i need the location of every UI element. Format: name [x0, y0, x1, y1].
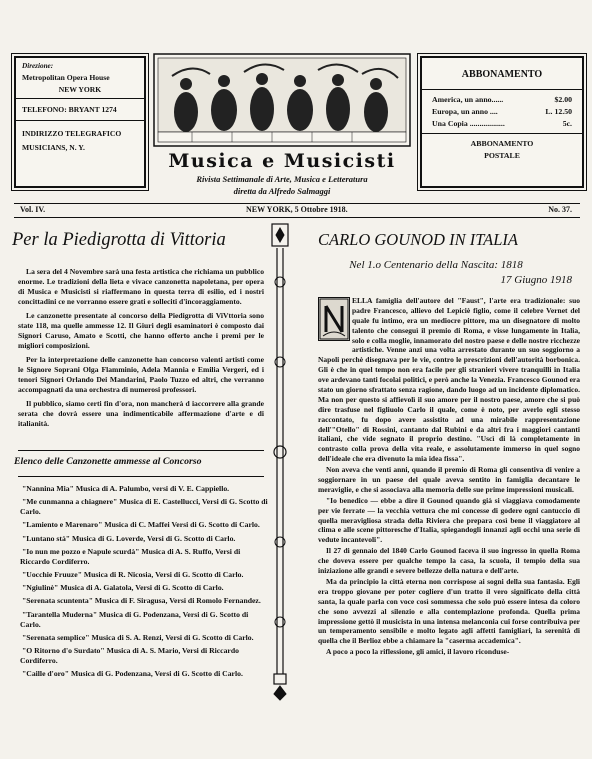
paragraph: "Io benedico — ebbe a dire il Gounod quando già si viaggiava comodamente per vie ferrate — la vecchia vettura che mi concesse di godere ogni cantuccio di quella meravigliosa strada della Riviera che prepara così bene il viaggiatore al clima e alle scene pittoresche d'Italia, spiegandogli innanzi agli occhi una serie di vedute incantevoli". — [318, 495, 580, 545]
paragraph: Ma da principio la città eterna non corrispose ai sogni della sua fantasia. Egli era troppo giovane per poter cogliere d'un tratto il vero significato della città santa, la quale parla con voce così sommessa che solo può essere intesa da coloro che sono avvezzi al silenzio e alla contemplazione profonda. Quella prima impressione gettò il musicista in una intensa melanconia cui forse contribuiva per un temperamento sensibile e molto legato agli affetti famigliari, la serenità di quella che il Berlioz ebbe a chiamare la "caserma accademica". — [318, 576, 580, 646]
paragraph: ELLA famiglia dell'autore del "Faust", l'arte era tradizionale: suo padre Francesco, allievo del Lepiciè figlio, come il celebre Vernet del quale fu intimo, era un mediocre pittore, ma un disegnatore di molto talento che conseguì il premio di Roma, e visse lungamente in Italia, solo e colla moglie, innamorato del nostro paese e delle nostre ricchezze artistiche. Venne anzi una volta arrestato durante un suo soggiorno a Napoli perchè disegnava per le vie, contro le prescrizioni dell'autorità borbonica. Gli è che in quel tempo non era facile per gli stranieri vivere tranquilli in Italia ove ardevano tanti focolai politici, e però anche la Venezia. Francesco Gounod era stato un giorno sfrattato senza ragione, dando luogo ad un incidente diplomatico. Ma non per questo si affievolì il suo amore per il nostro paese, amore che si può dire trasfuse nel figliuolo Carlo il quale, come è noto, per averlo egli stesso raccontato, fu dopo avere assistito ad una mirabile rappresentazione dell'"Otello" di Rossini, cantanto dal Rubini e da altri fra i maggiori cantanti italiani, che vide segnato il proprio destino. "Uscì di là completamente in contrasto colla prova della vita reale, e assolutamente immerso in quel sogno dell'ideale che era divenuto la mia idea fissa". — [318, 296, 580, 464]
subscription-title: ABBONAMENTO — [461, 69, 543, 80]
issue-number: No. 37. — [548, 205, 572, 214]
song-list — [10, 484, 268, 682]
list-item: "Serenata scuntenta" Musica di F. Siragusa, Versi di Romolo Fernandez. — [22, 596, 261, 606]
paragraph: Il 27 di gennaio del 1840 Carlo Gounod faceva il suo ingresso in quella Roma che doveva essere per qualche tempo la casa, la scuola, il tempio della sua iniziazione alle grandi e severe bellezze della natura e dell'arte. — [318, 546, 580, 576]
volume-number: Vol. IV. — [20, 205, 46, 214]
ornamental-column-divider — [266, 222, 294, 702]
telegraph-line-1: INDIRIZZO TELEGRAFICO — [22, 129, 122, 139]
list-item: "Caille d'oro" Musica di G. Podenzana, Versi di G. Scotto di Carlo. — [22, 669, 243, 679]
address-box — [14, 56, 146, 188]
address-line-1: Metropolitan Opera House — [22, 73, 110, 82]
divider-rule — [18, 476, 264, 477]
price-row: Una Copia .................. 5c. — [432, 118, 572, 128]
right-article-title: CARLO GOUNOD IN ITALIA — [318, 230, 518, 249]
postal-line-1: ABBONAMENTO — [470, 138, 534, 148]
list-item: "Tarantella Muderna" Musica di G. Podenzana, Versi di G. Scotto di Carlo. — [20, 609, 249, 629]
issue-date: NEW YORK, 5 Ottobre 1918. — [246, 205, 348, 214]
postal-line-2: POSTALE — [484, 150, 520, 160]
price-row: Europa, un anno .... L. 12.50 — [432, 106, 572, 116]
address-line-2: NEW YORK — [58, 85, 102, 95]
masthead-editor: diretta da Alfredo Salmaggi — [233, 186, 331, 196]
list-item: "Serenata semplice" Musica di S. A. Renzi, Versi di G. Scotto di Carlo. — [22, 632, 254, 642]
list-item: "Lamiento e Marenaro" Musica di C. Maffei Versi di G. Scotto di Carlo. — [22, 520, 260, 530]
paragraph: Il pubblico, siamo certi fin d'ora, non mancherà d iaccorrere alla grande serata che dovrà essere una indimenticabile affermazione d'arte e di italianità. — [18, 399, 264, 429]
phone-line: TELEFONO: BRYANT 1274 — [22, 104, 117, 114]
paragraph: Non aveva che venti anni, quando il premio di Roma gli consentiva di venire a soggiornare in un paese del quale aveva sentito in famiglia decantare le meraviglie, e che si associava alla memoria delle sue prime impressioni musicali. — [318, 465, 580, 494]
right-article-body — [318, 296, 580, 657]
direction-label: Direzione: — [22, 62, 54, 70]
list-item: "Luntano stà" Musica di G. Loverde, Versi di G. Scotto di Carlo. — [22, 533, 236, 543]
paragraph: Le canzonette presentate al concorso della Piedigrotta di ViVttoria sono state 118, ma quelle ammesse 12. Il Giuri degli esaminatori è composto dai Signori Caruso, Amato e Scotti, che hanno offerto anche i premi per le migliori composizioni. — [18, 311, 264, 351]
right-article-subtitle: Nel 1.o Centenario della Nascita: 1818 — [349, 259, 523, 271]
divider-rule — [18, 450, 264, 451]
muses-vignette — [152, 52, 412, 148]
masthead-title: Musica e Musicisti — [168, 150, 396, 172]
left-article-title: Per la Piedigrotta di Vittoria — [12, 230, 226, 250]
list-item: "Nannina Mia" Musica di A. Palumbo, versi di V. E. Cappiello. — [22, 484, 230, 493]
subscription-box — [420, 56, 584, 188]
paragraph: Per la interpretazione delle canzonette han concorso valenti artisti come le Signore Soprani Olga Flamminio, Adela Mannia e Emilia Vergeri, ed i tenori Signori Orlando Dei Mandarini, Paolo Tuzzo ed altri, che verranno accompagnati da una orchestra di numerosi professori. — [18, 355, 264, 395]
list-item: "Me cunmanna a chiagnere" Musica di E. Castellucci, Versi di G. Scotto di Carlo. — [20, 497, 268, 517]
list-item: "O Ritorno d'o Surdato" Musica di A. S. Mario, Versi di Riccardo Cordiferro. — [20, 645, 239, 665]
price-row: America, un anno...... $2.00 — [432, 94, 572, 104]
telegraph-line-2: MUSICIANS, N. Y. — [22, 142, 85, 152]
list-item: "Io nun me pozzo e Napule scurdà" Musica di A. S. Ruffo, Versi di Riccardo Cordiferro. — [20, 546, 241, 566]
list-item: "Uocchie Fruuze" Musica di R. Nicosia, Versi di G. Scotto di Carlo. — [22, 569, 244, 579]
paragraph: A poco a poco la riflessione, gli amici, il lavoro riconduse- — [326, 647, 510, 657]
left-article-body — [18, 267, 264, 429]
list-item: "Ngiulinè" Musica di A. Galatola, Versi di G. Scotto di Carlo. — [22, 583, 224, 593]
dateline — [14, 203, 580, 218]
list-section-title: Elenco delle Canzonette ammesse al Concorso — [14, 456, 202, 467]
masthead-subtitle: Rivista Settimanale di Arte, Musica e Letteratura — [196, 174, 368, 184]
paragraph: La sera del 4 Novembre sarà una festa artistica che richiama un pubblico enorme. Le tradizioni della lieta e vivace canzonetta napoletana, per opera di Musica e Musicisti si riaffermano in questa terra di esilio, ed i nostri concittadini ce ne vorranno essere grati e solleciti d'incoraggiamento. — [18, 267, 264, 307]
right-article-date: 17 Giugno 1918 — [500, 274, 572, 286]
